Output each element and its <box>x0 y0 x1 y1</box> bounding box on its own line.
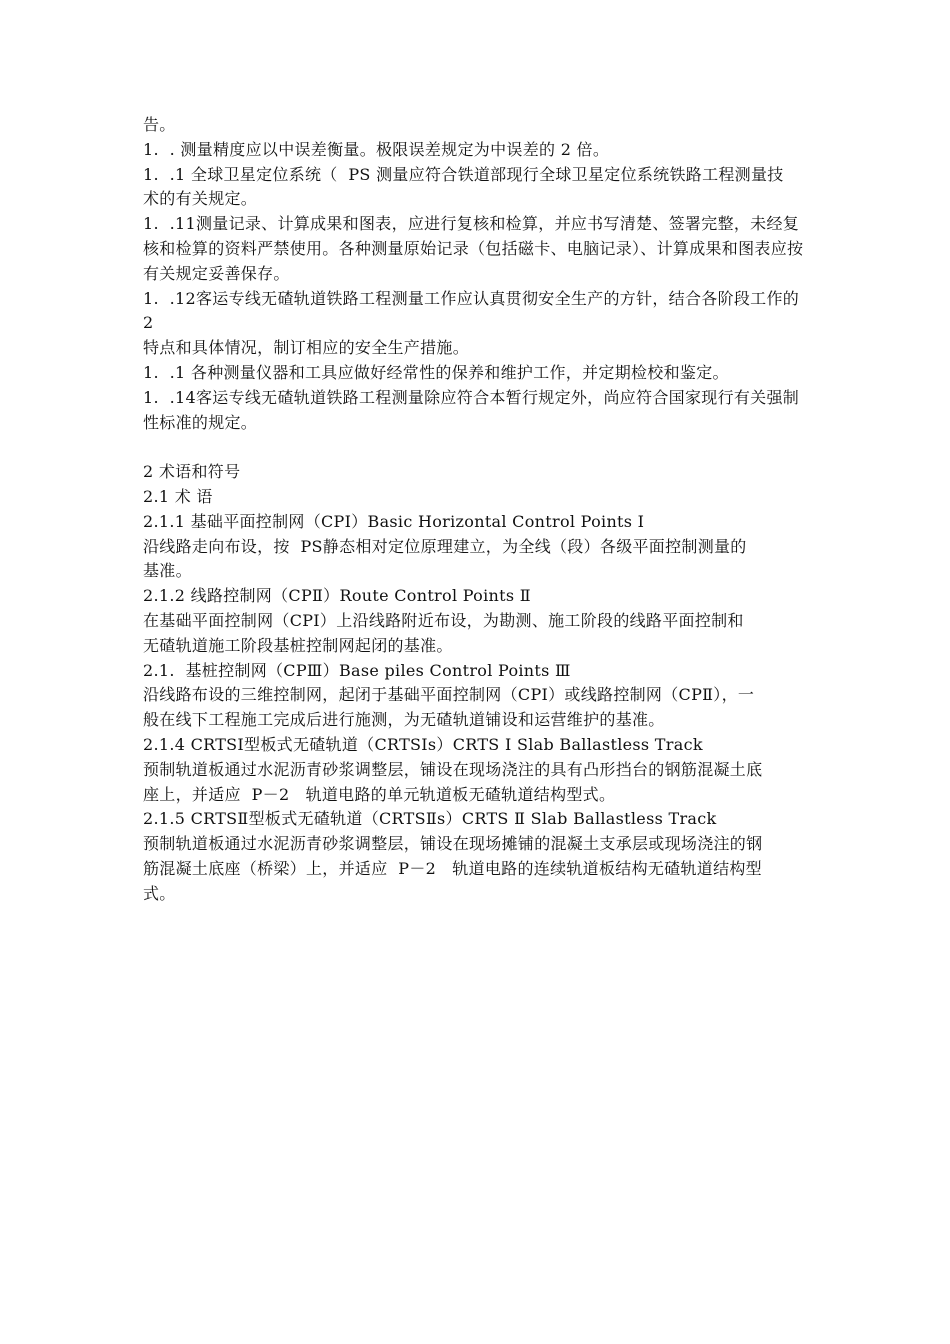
text-line: 特点和具体情况，制订相应的安全生产措施。 <box>143 338 470 358</box>
term-heading: 2.1. 基桩控制网（CPⅢ）Base piles Control Points Ⅲ <box>143 660 571 680</box>
term-heading: 2.1.5 CRTSⅡ型板式无碴轨道（CRTSⅡs）CRTS Ⅱ Slab Ballastless Track <box>143 809 717 829</box>
text-line: 性标准的规定。 <box>143 412 258 432</box>
term-heading: 2.1.1 基础平面控制网（CPⅠ）Basic Horizontal Control Points Ⅰ <box>143 511 645 531</box>
page-number: 2 <box>143 313 154 333</box>
text-line: 1. .11测量记录、计算成果和图表，应进行复核和检算，并应书写清楚、签署完整，未经复 <box>143 214 800 234</box>
subsection-heading: 2.1 术 语 <box>143 486 213 506</box>
text-line: 1. . 测量精度应以中误差衡量。极限误差规定为中误差的 2 倍。 <box>143 139 610 159</box>
text-line: 1. .14客运专线无碴轨道铁路工程测量除应符合本暂行规定外，尚应符合国家现行有关强制 <box>143 387 800 407</box>
text-line: 1. .1 全球卫星定位系统（ PS 测量应符合铁道部现行全球卫星定位系统铁路工程测量技 <box>143 164 784 184</box>
term-heading: 2.1.2 线路控制网（CPⅡ）Route Control Points Ⅱ <box>143 586 531 606</box>
text-line: 在基础平面控制网（CPⅠ）上沿线路附近布设，为勘测、施工阶段的线路平面控制和 <box>143 610 744 630</box>
text-line: 般在线下工程施工完成后进行施测，为无碴轨道铺设和运营维护的基准。 <box>143 710 665 730</box>
text-line: 有关规定妥善保存。 <box>143 263 290 283</box>
text-line: 式。 <box>143 883 176 903</box>
text-line: 预制轨道板通过水泥沥青砂浆调整层，铺设在现场摊铺的混凝土支承层或现场浇注的钢 <box>143 834 763 854</box>
text-line: 核和检算的资料严禁使用。各种测量原始记录（包括磁卡、电脑记录）、计算成果和图表应按 <box>143 238 804 258</box>
text-line: 术的有关规定。 <box>143 189 258 209</box>
text-line: 预制轨道板通过水泥沥青砂浆调整层，铺设在现场浇注的具有凸形挡台的钢筋混凝土底 <box>143 759 763 779</box>
section-heading: 2 术语和符号 <box>143 462 241 482</box>
document-body <box>143 113 823 907</box>
term-heading: 2.1.4 CRTSⅠ型板式无碴轨道（CRTSⅠs）CRTS Ⅰ Slab Ballastless Track <box>143 734 703 754</box>
text-line: 沿线路布设的三维控制网，起闭于基础平面控制网（CPⅠ）或线路控制网（CPⅡ），一 <box>143 685 755 705</box>
text-line: 1. .12客运专线无碴轨道铁路工程测量工作应认真贯彻安全生产的方针，结合各阶段工作的 <box>143 288 800 308</box>
text-line: 无碴轨道施工阶段基桩控制网起闭的基准。 <box>143 635 453 655</box>
text-line: 沿线路走向布设，按 PS静态相对定位原理建立，为全线（段）各级平面控制测量的 <box>143 536 747 556</box>
text-line: 基准。 <box>143 561 192 581</box>
text-line: 座上，并适应 P－2 轨道电路的单元轨道板无碴轨道结构型式。 <box>143 784 616 804</box>
text-line: 1. .1 各种测量仪器和工具应做好经常性的保养和维护工作，并定期检校和鉴定。 <box>143 362 729 382</box>
blank-line <box>143 435 823 460</box>
text-line: 筋混凝土底座（桥梁）上，并适应 P－2 轨道电路的连续轨道板结构无碴轨道结构型 <box>143 858 762 878</box>
text-line: 告。 <box>143 115 176 134</box>
